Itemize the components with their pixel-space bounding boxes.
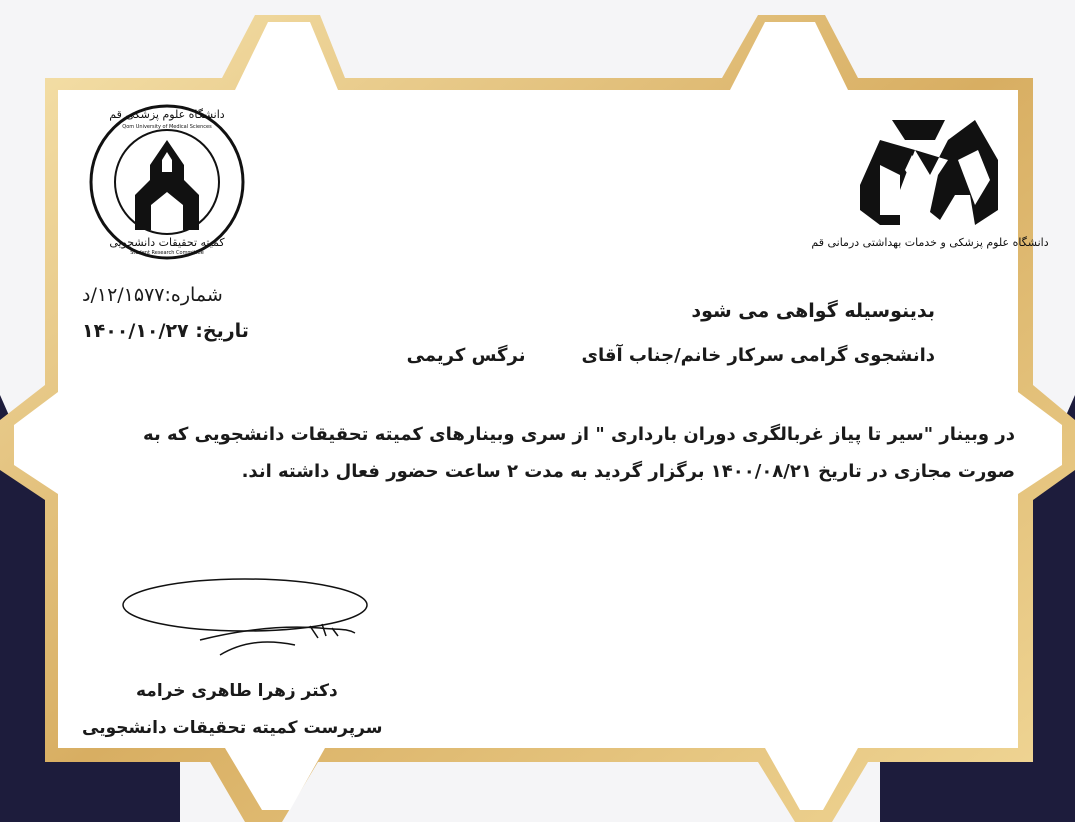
body-text-line-2: صورت مجازی در تاریخ ۱۴۰۰/۰۸/۲۱ برگزار گردید به مدت ۲ ساعت حضور فعال داشته اند. [241,461,1015,482]
certify-text: بدینوسیله گواهی می شود [691,300,935,322]
body-text-line-1: در وبینار "سیر تا پیاز غربالگری دوران بارداری " از سری وبینارهای کمیته تحقیقات دانشجویی که به [143,424,1015,445]
seal-text-bottom: کمیته تحقیقات دانشجویی [109,236,225,249]
university-logo-caption: دانشگاه علوم پزشکی و خدمات بهداشتی درمانی قم [811,236,1049,249]
reference-number: شماره:۱۲/۱۵۷۷/د [82,284,223,306]
recipient-line [407,345,935,366]
recipient-prefix: دانشجوی گرامی سرکار خانم/جناب آقای [581,345,935,366]
seal-text-english-top: Qom University of Medical Sciences [122,124,212,130]
reference-date: تاریخ: ۱۴۰۰/۱۰/۲۷ [82,320,249,342]
signer-name: دکتر زهرا طاهری خرامه [136,681,338,701]
recipient-name: نرگس کریمی [406,345,526,366]
seal-text-english-bottom: Student Research Committee [130,250,204,256]
signer-title: سرپرست کمیته تحقیقات دانشجویی [82,718,383,738]
seal-text-top: دانشگاه علوم پزشکی قم [109,108,225,121]
